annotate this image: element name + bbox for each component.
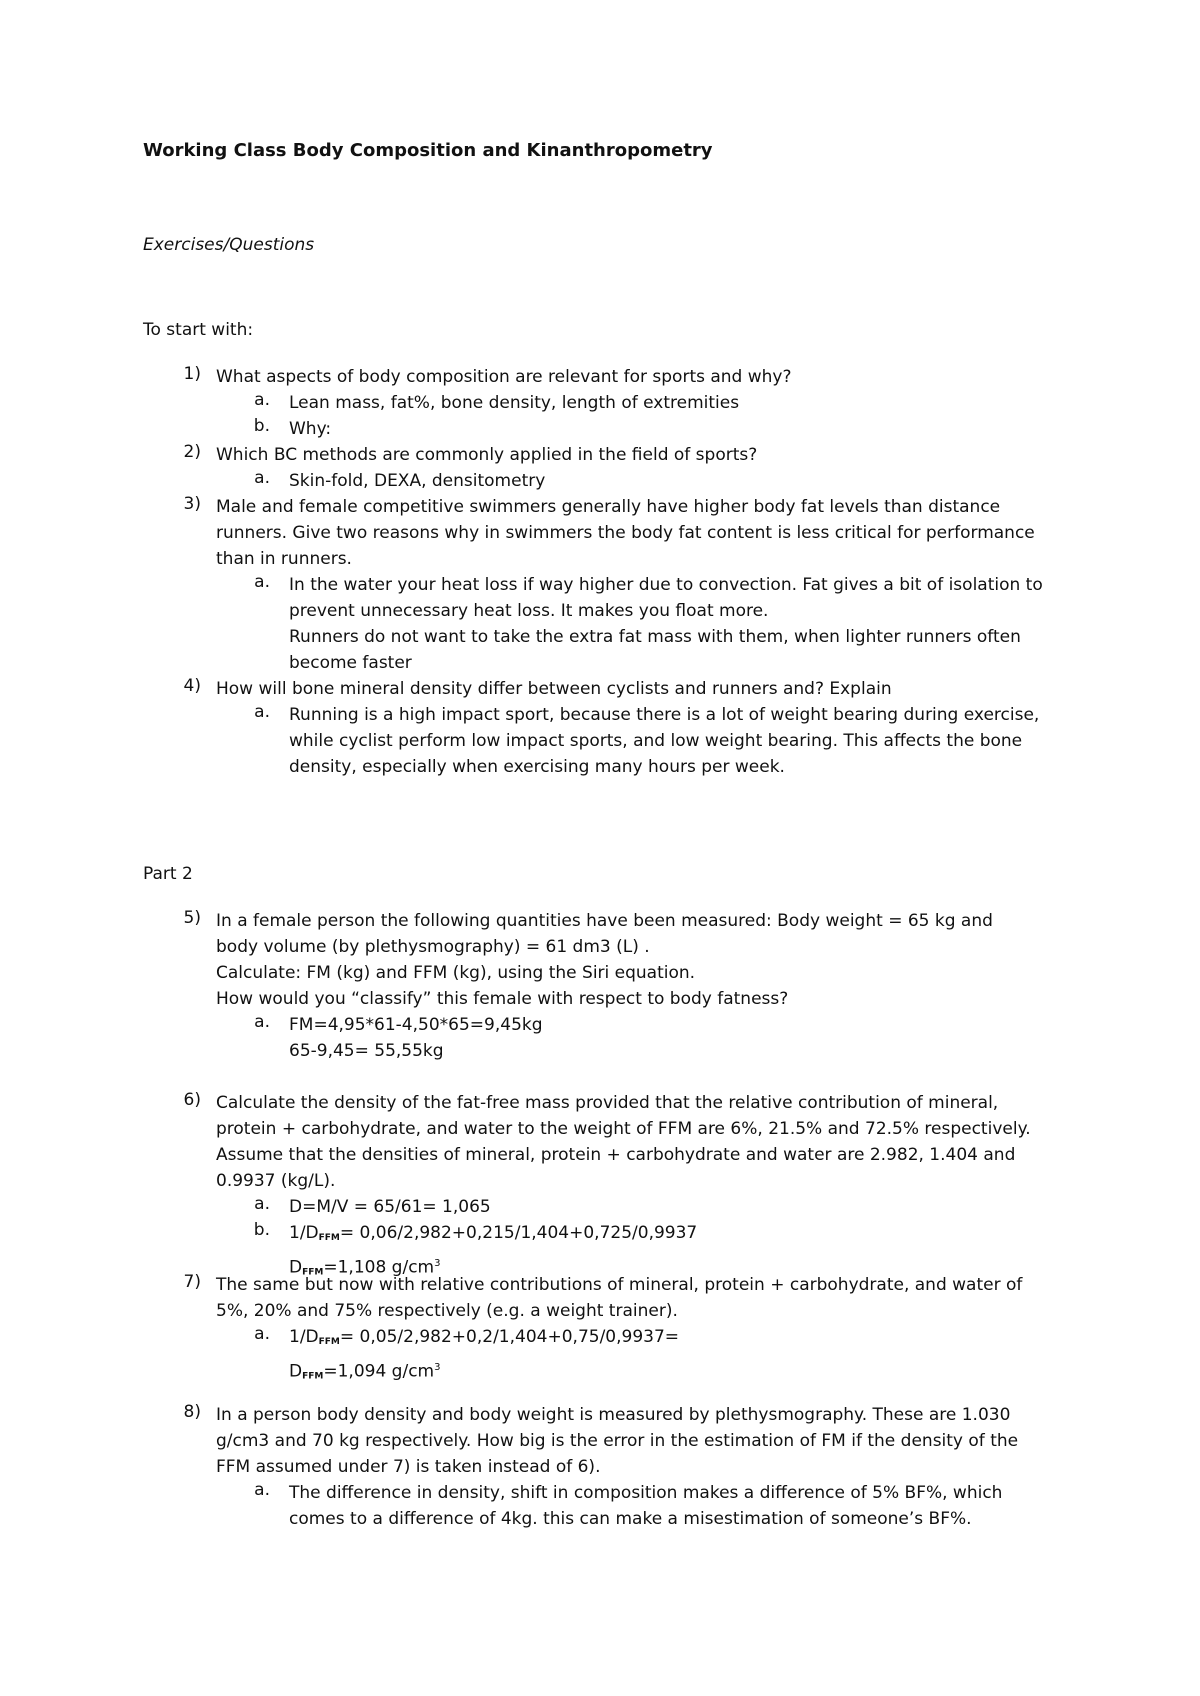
- text-line: Calculate: FM (kg) and FFM (kg), using the Siri equation.: [216, 963, 696, 983]
- text-line: FM=4,95*61-4,50*65=9,45kg: [289, 1015, 543, 1035]
- question-text: Which BC methods are commonly applied in the field of sports?: [216, 445, 758, 465]
- answer-label: a.: [254, 1012, 270, 1032]
- question-number: 6): [183, 1090, 201, 1110]
- formula-part: = 0,05/2,982+0,2/1,404+0,75/0,9937=: [339, 1327, 680, 1347]
- text-line: Calculate the density of the fat-free mass provided that the relative contribution of mineral,: [216, 1093, 999, 1113]
- answer-label: a.: [254, 1324, 270, 1344]
- answer-label: a.: [254, 702, 270, 722]
- formula-part: = 0,06/2,982+0,215/1,404+0,725/0,9937: [339, 1223, 698, 1243]
- answer-text: D=M/V = 65/61= 1,065: [289, 1197, 491, 1217]
- question-number: 3): [183, 494, 201, 514]
- answer-label: a.: [254, 1480, 270, 1500]
- answer-label: b.: [253, 1220, 270, 1240]
- text-line: Runners do not want to take the extra fat mass with them, when lighter runners often: [289, 627, 1021, 647]
- answer-text: Lean mass, fat%, bone density, length of extremities: [289, 393, 740, 413]
- document-title: Working Class Body Composition and Kinanthropometry: [143, 140, 713, 161]
- formula-line: [289, 1355, 1069, 1390]
- superscript: 3: [434, 1258, 441, 1269]
- answer-text: [289, 702, 1069, 780]
- text-line: while cyclist perform low impact sports, and low weight bearing. This affects the bone: [289, 731, 1023, 751]
- text-line: protein + carbohydrate, and water to the weight of FFM are 6%, 21.5% and 72.5% respectively.: [216, 1119, 1031, 1139]
- text-line: density, especially when exercising many hours per week.: [289, 757, 785, 777]
- answer-text: Skin-fold, DEXA, densitometry: [289, 471, 546, 491]
- text-line: body volume (by plethysmography) = 61 dm3 (L) .: [216, 937, 650, 957]
- question-text: [216, 1090, 1066, 1194]
- answer-label: a.: [254, 572, 270, 592]
- answer-text: [289, 572, 1069, 676]
- formula-part: 1/D: [289, 1327, 319, 1347]
- superscript: 3: [434, 1362, 441, 1373]
- formula-part: D: [289, 1257, 303, 1278]
- question-text: How will bone mineral density differ between cyclists and runners and? Explain: [216, 679, 892, 699]
- text-line: 0.9937 (kg/L).: [216, 1171, 336, 1191]
- question-text: [216, 908, 1066, 1012]
- formula-part: D: [289, 1361, 303, 1382]
- question-text: [216, 494, 1066, 572]
- text-line: 65-9,45= 55,55kg: [289, 1041, 444, 1061]
- text-line: How would you “classify” this female with respect to body fatness?: [216, 989, 789, 1009]
- formula-part: =1,108 g/cm: [323, 1257, 435, 1278]
- answer-label: b.: [253, 416, 270, 436]
- formula-part: =1,094 g/cm: [323, 1361, 435, 1382]
- text-line: comes to a difference of 4kg. this can make a misestimation of someone’s BF%.: [289, 1509, 972, 1529]
- text-line: In a female person the following quantities have been measured: Body weight = 65 kg and: [216, 911, 993, 931]
- text-line: FFM assumed under 7) is taken instead of 6).: [216, 1457, 601, 1477]
- text-line: prevent unnecessary heat loss. It makes you float more.: [289, 601, 769, 621]
- question-text: [216, 1272, 1066, 1324]
- text-line: In a person body density and body weight is measured by plethysmography. These are 1.030: [216, 1405, 1011, 1425]
- section-heading-start: To start with:: [143, 320, 254, 340]
- question-number: 7): [183, 1272, 201, 1292]
- ffm-subscript: FFM: [302, 1267, 324, 1278]
- text-line: than in runners.: [216, 549, 352, 569]
- text-line: The same but now with relative contributions of mineral, protein + carbohydrate, and water of: [216, 1275, 1023, 1295]
- ffm-subscript: FFM: [302, 1371, 324, 1382]
- text-line: Running is a high impact sport, because there is a lot of weight bearing during exercise,: [289, 705, 1040, 725]
- question-text: What aspects of body composition are relevant for sports and why?: [216, 367, 792, 387]
- section-heading-part-2: Part 2: [143, 864, 193, 884]
- text-line: Assume that the densities of mineral, protein + carbohydrate and water are 2.982, 1.404 and: [216, 1145, 1016, 1165]
- formula-line: [289, 1324, 1069, 1355]
- text-line: 5%, 20% and 75% respectively (e.g. a weight trainer).: [216, 1301, 678, 1321]
- answer-text: [289, 1012, 1069, 1064]
- text-line: g/cm3 and 70 kg respectively. How big is the error in the estimation of FM if the density of the: [216, 1431, 1019, 1451]
- text-line: In the water your heat loss if way higher due to convection. Fat gives a bit of isolation to: [289, 575, 1043, 595]
- question-number: 2): [183, 442, 201, 462]
- text-line: Male and female competitive swimmers generally have higher body fat levels than distance: [216, 497, 1001, 517]
- text-line: The difference in density, shift in composition makes a difference of 5% BF%, which: [289, 1483, 1003, 1503]
- question-text: [216, 1402, 1066, 1480]
- formula-line: [289, 1220, 1069, 1251]
- question-number: 4): [183, 676, 201, 696]
- answer-label: a.: [254, 390, 270, 410]
- answer-text: [289, 1480, 1069, 1532]
- formula-part: 1/D: [289, 1223, 319, 1243]
- text-line: runners. Give two reasons why in swimmers the body fat content is less critical for performance: [216, 523, 1035, 543]
- answer-text: Why:: [289, 419, 332, 439]
- text-line: become faster: [289, 653, 412, 673]
- question-number: 5): [183, 908, 201, 928]
- document-subtitle: Exercises/Questions: [143, 235, 315, 255]
- ffm-subscript: FFM: [318, 1233, 340, 1243]
- answer-label: a.: [254, 1194, 270, 1214]
- answer-label: a.: [254, 468, 270, 488]
- question-number: 8): [183, 1402, 201, 1422]
- ffm-subscript: FFM: [318, 1337, 340, 1347]
- answer-text: [289, 1324, 1069, 1390]
- question-number: 1): [183, 364, 201, 384]
